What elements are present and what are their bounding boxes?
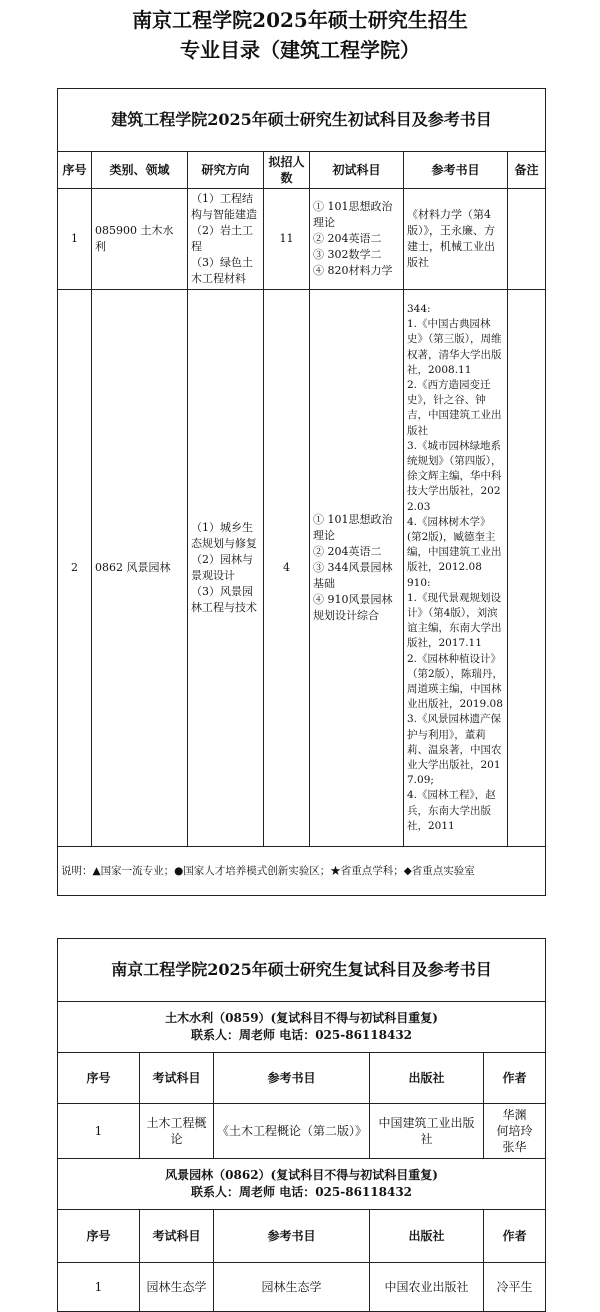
group-contact: 联系人：周老师 电话：025-86118432 <box>191 1185 413 1199</box>
retest-table <box>57 938 546 1312</box>
row-subject: 园林生态学 <box>140 1263 214 1312</box>
author-item: 冷平生 <box>496 1280 533 1294</box>
row-books <box>404 189 508 290</box>
row-exams <box>310 189 404 290</box>
retest-caption-row <box>58 939 546 1002</box>
direction-item: （3）风景园林工程与技术 <box>191 585 257 614</box>
row-exams <box>310 290 404 847</box>
author-item: 华渊 <box>502 1108 527 1122</box>
row-field: 0862 风景园林 <box>92 290 188 847</box>
exam-item: ④ 820材料力学 <box>313 264 393 277</box>
row-no: 2 <box>58 290 92 847</box>
col-header-author: 作者 <box>484 1053 546 1104</box>
row-directions <box>188 290 264 847</box>
row-directions <box>188 189 264 290</box>
author-item: 张华 <box>502 1140 527 1154</box>
direction-item: （1）工程结构与智能建造 <box>191 192 257 221</box>
table-row <box>58 290 546 847</box>
group-contact: 联系人：周老师 电话：025-86118432 <box>191 1028 413 1042</box>
col-header-books: 参考书目 <box>404 152 508 189</box>
exam-item: ② 204英语二 <box>313 545 382 558</box>
row-remark <box>508 189 546 290</box>
col-header-subject: 考试科目 <box>140 1053 214 1104</box>
book-item: 4.《园林树木学》(第2版)，臧德奎主编，中国建筑工业出版社，2012.08 <box>407 515 502 574</box>
table-row <box>58 1104 546 1159</box>
col-header-subject: 考试科目 <box>140 1210 214 1263</box>
row-authors <box>484 1263 546 1312</box>
book-item: 《材料力学（第4版）》，王永廉、方建士，机械工业出版社 <box>407 208 495 269</box>
col-header-publisher: 出版社 <box>370 1053 484 1104</box>
book-item: 3.《风景园林遗产保护与利用》，董莉莉、温泉著，中国农业大学出版社，2017.09; <box>407 713 502 787</box>
row-quota: 11 <box>264 189 310 290</box>
book-item: 2.《园林种植设计》（第2版），陈瑞丹，周道瑛主编，中国林业出版社，2019.08 <box>407 652 503 711</box>
row-field: 085900 土木水利 <box>92 189 188 290</box>
book-item: 344: <box>407 302 431 315</box>
legend-note: 说明：▲国家一流专业；●国家人才培养模式创新实验区；★省重点学科；◆省重点实验室 <box>58 847 546 896</box>
book-item: 4.《园林工程》，赵兵，东南大学出版社，2011 <box>407 789 496 832</box>
note-row <box>58 847 546 896</box>
row-publisher: 中国建筑工业出版社 <box>370 1104 484 1159</box>
retest-caption: 南京工程学院2025年硕士研究生复试科目及参考书目 <box>58 939 546 1002</box>
group-header-landscape <box>58 1159 546 1210</box>
exam-item: ② 204英语二 <box>313 232 382 245</box>
page-title-line2: 专业目录（建筑工程学院） <box>180 38 420 62</box>
col-header-remark: 备注 <box>508 152 546 189</box>
direction-item: （2）园林与景观设计 <box>191 553 253 582</box>
retest-header-row <box>58 1053 546 1104</box>
col-header-exams: 初试科目 <box>310 152 404 189</box>
col-header-field: 类别、领域 <box>92 152 188 189</box>
book-item: 2.《西方造园变迁史》，针之谷、钟吉，中国建筑工业出版社 <box>407 378 502 437</box>
group-header-row <box>58 1159 546 1210</box>
col-header-no: 序号 <box>58 1210 140 1263</box>
row-authors <box>484 1104 546 1159</box>
col-header-book: 参考书目 <box>214 1053 370 1104</box>
book-item: 910: <box>407 576 431 589</box>
table-row <box>58 1263 546 1312</box>
col-header-direction: 研究方向 <box>188 152 264 189</box>
group-title: 土木水利（0859）(复试科目不得与初试科目重复) <box>165 1011 438 1025</box>
initial-caption: 建筑工程学院2025年硕士研究生初试科目及参考书目 <box>58 89 546 152</box>
exam-item: ① 101思想政治理论 <box>313 200 393 229</box>
row-remark <box>508 290 546 847</box>
col-header-publisher: 出版社 <box>370 1210 484 1263</box>
book-item: 1.《现代景观规划设计》（第4版），刘滨谊主编，东南大学出版社，2017.11 <box>407 591 502 650</box>
retest-header-row <box>58 1210 546 1263</box>
row-book: 《土木工程概论（第二版）》 <box>214 1104 370 1159</box>
row-books <box>404 290 508 847</box>
col-header-book: 参考书目 <box>214 1210 370 1263</box>
author-item: 何培玲 <box>496 1124 533 1138</box>
book-item: 3.《城市园林绿地系统规划》（第四版），徐文辉主编，华中科技大学出版社，2022.03 <box>407 439 502 513</box>
row-no: 1 <box>58 1104 140 1159</box>
group-header-row <box>58 1002 546 1053</box>
page-title-line1: 南京工程学院2025年硕士研究生招生 <box>132 8 468 32</box>
col-header-no: 序号 <box>58 1053 140 1104</box>
row-book: 园林生态学 <box>214 1263 370 1312</box>
row-no: 1 <box>58 189 92 290</box>
initial-exam-table <box>57 88 546 896</box>
exam-item: ③ 344风景园林基础 <box>313 561 393 590</box>
row-quota: 4 <box>264 290 310 847</box>
book-item: 1.《中国古典园林史》（第三版），周维权著，清华大学出版社，2008.11 <box>407 318 502 376</box>
row-no: 1 <box>58 1263 140 1312</box>
group-header-civil <box>58 1002 546 1053</box>
row-publisher: 中国农业出版社 <box>370 1263 484 1312</box>
initial-caption-row <box>58 89 546 152</box>
initial-header-row <box>58 152 546 189</box>
exam-item: ① 101思想政治理论 <box>313 513 393 542</box>
exam-item: ③ 302数学二 <box>313 248 382 261</box>
col-header-no: 序号 <box>58 152 92 189</box>
direction-item: （1）城乡生态规划与修复 <box>191 521 257 550</box>
col-header-author: 作者 <box>484 1210 546 1263</box>
direction-item: （3）绿色土木工程材料 <box>191 256 253 285</box>
direction-item: （2）岩土工程 <box>191 224 253 253</box>
group-title: 风景园林（0862）(复试科目不得与初试科目重复) <box>165 1168 438 1182</box>
row-subject: 土木工程概论 <box>140 1104 214 1159</box>
col-header-quota: 拟招人数 <box>264 152 310 189</box>
table-row <box>58 189 546 290</box>
exam-item: ④ 910风景园林规划设计综合 <box>313 593 393 622</box>
